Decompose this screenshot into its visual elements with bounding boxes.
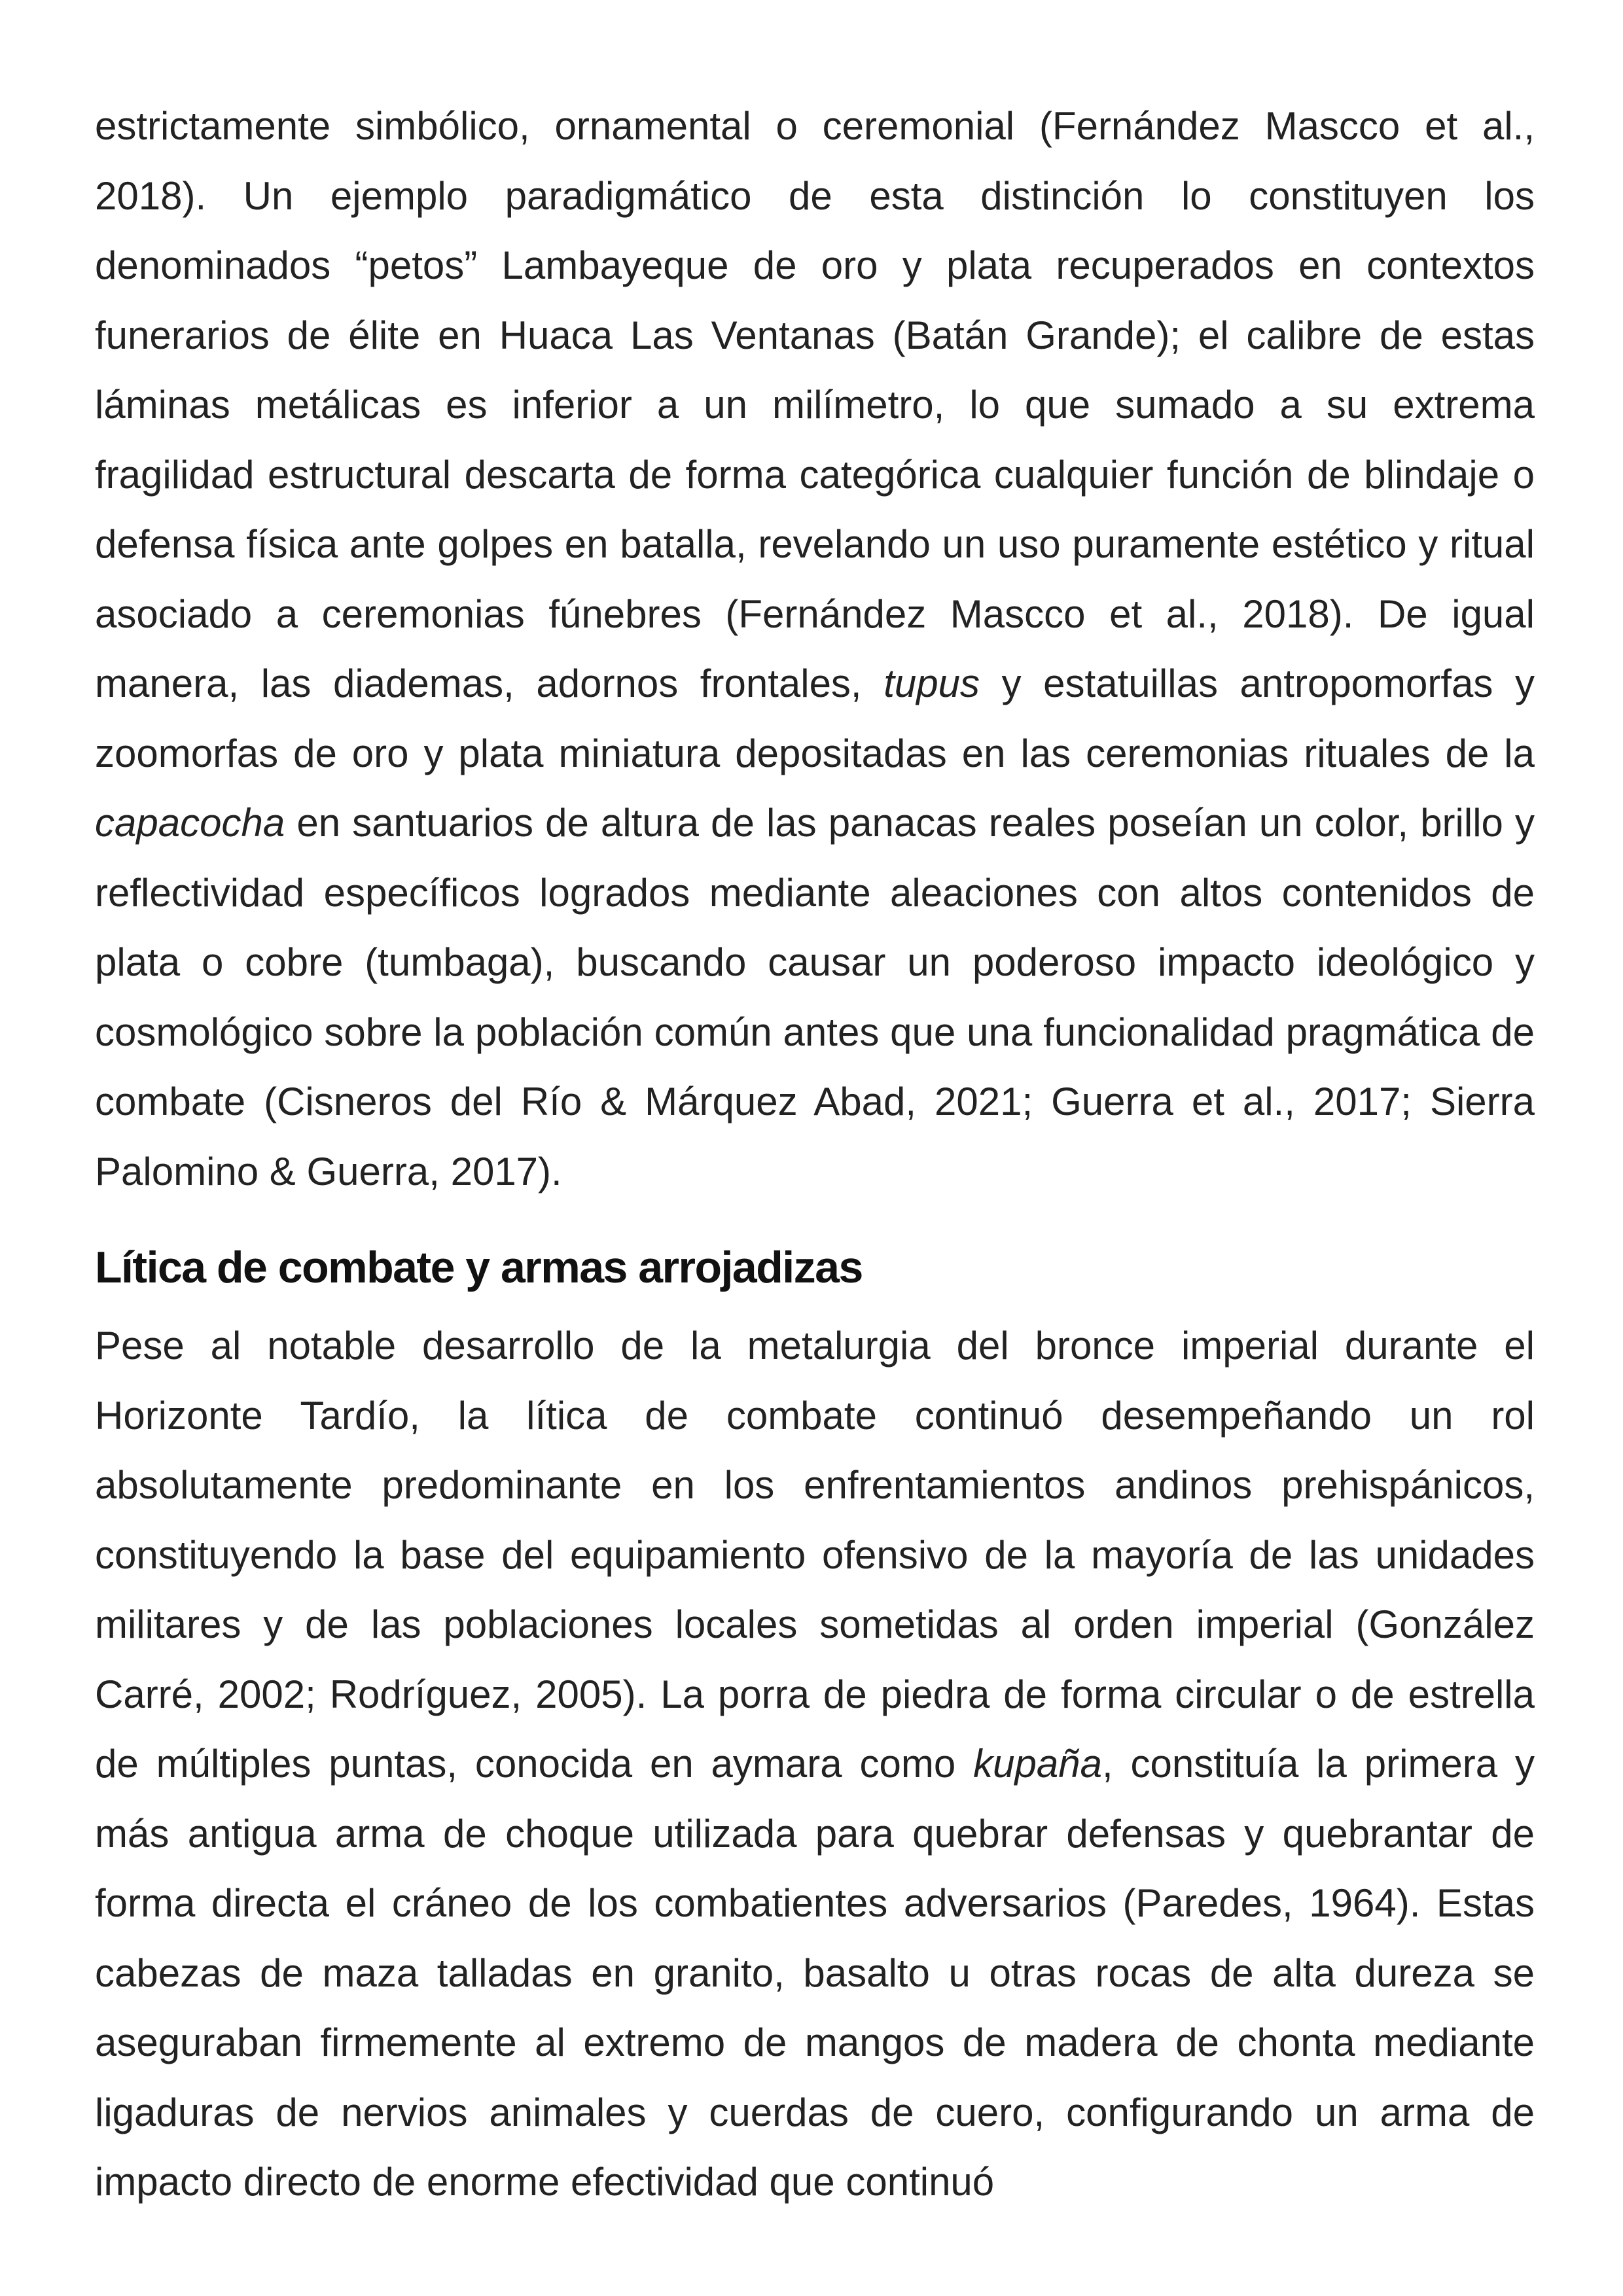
- body-paragraph-2: [95, 1311, 1535, 2217]
- paragraph-2-text-b: , constituía la primera y más antigua arma de choque utilizada para quebrar defensas y quebrantar de forma directa el cráneo de los combatientes adversarios (Paredes, 1964). Estas cabezas de maza talladas en granito, basalto u otras rocas de alta dureza se aseguraban firmemente al extremo de mangos de madera de chonta mediante ligaduras de nervios animales y cuerdas de cuero, configurando un arma de impacto directo de enorme efectividad que continuó: [95, 1742, 1535, 2204]
- term-kupana: kupaña: [973, 1742, 1102, 1786]
- paragraph-1-text-a: estrictamente simbólico, ornamental o ceremonial (Fernández Mascco et al., 2018). Un ejemplo paradigmático de esta distinción lo constituyen los denominados “petos” Lambayeque de oro y plata recuperados en contextos funerarios de élite en Huaca Las Ventanas (Batán Grande); el calibre de estas láminas metálicas es inferior a un milímetro, lo que sumado a su extrema fragilidad estructural descarta de forma categórica cualquier función de blindaje o defensa física ante golpes en batalla, revelando un uso puramente estético y ritual asociado a ceremonias fúnebres (Fernández Mascco et al., 2018). De igual manera, las diademas, adornos frontales,: [95, 104, 1535, 705]
- document-page: [95, 92, 1535, 2217]
- paragraph-1-text-b: y estatuillas antropomorfas y zoomorfas de oro y plata miniatura depositadas en las ceremonias rituales de la: [95, 662, 1535, 775]
- body-paragraph-1: [95, 92, 1535, 1207]
- section-heading: Lítica de combate y armas arrojadizas: [95, 1243, 863, 1292]
- term-tupus: tupus: [883, 662, 980, 705]
- paragraph-1-text-c: en santuarios de altura de las panacas reales poseían un color, brillo y reflectividad específicos logrados mediante aleaciones con altos contenidos de plata o cobre (tumbaga), buscando causar un poderoso impacto ideológico y cosmológico sobre la población común antes que una funcionalidad pragmática de combate (Cisneros del Río & Márquez Abad, 2021; Guerra et al., 2017; Sierra Palomino & Guerra, 2017).: [95, 801, 1535, 1193]
- paragraph-2-text-a: Pese al notable desarrollo de la metalurgia del bronce imperial durante el Horizonte Tardío, la lítica de combate continuó desempeñando un rol absolutamente predominante en los enfrentamientos andinos prehispánicos, constituyendo la base del equipamiento ofensivo de la mayoría de las unidades militares y de las poblaciones locales sometidas al orden imperial (González Carré, 2002; Rodríguez, 2005). La porra de piedra de forma circular o de estrella de múltiples puntas, conocida en aymara como: [95, 1324, 1535, 1786]
- term-capacocha: capacocha: [95, 801, 285, 845]
